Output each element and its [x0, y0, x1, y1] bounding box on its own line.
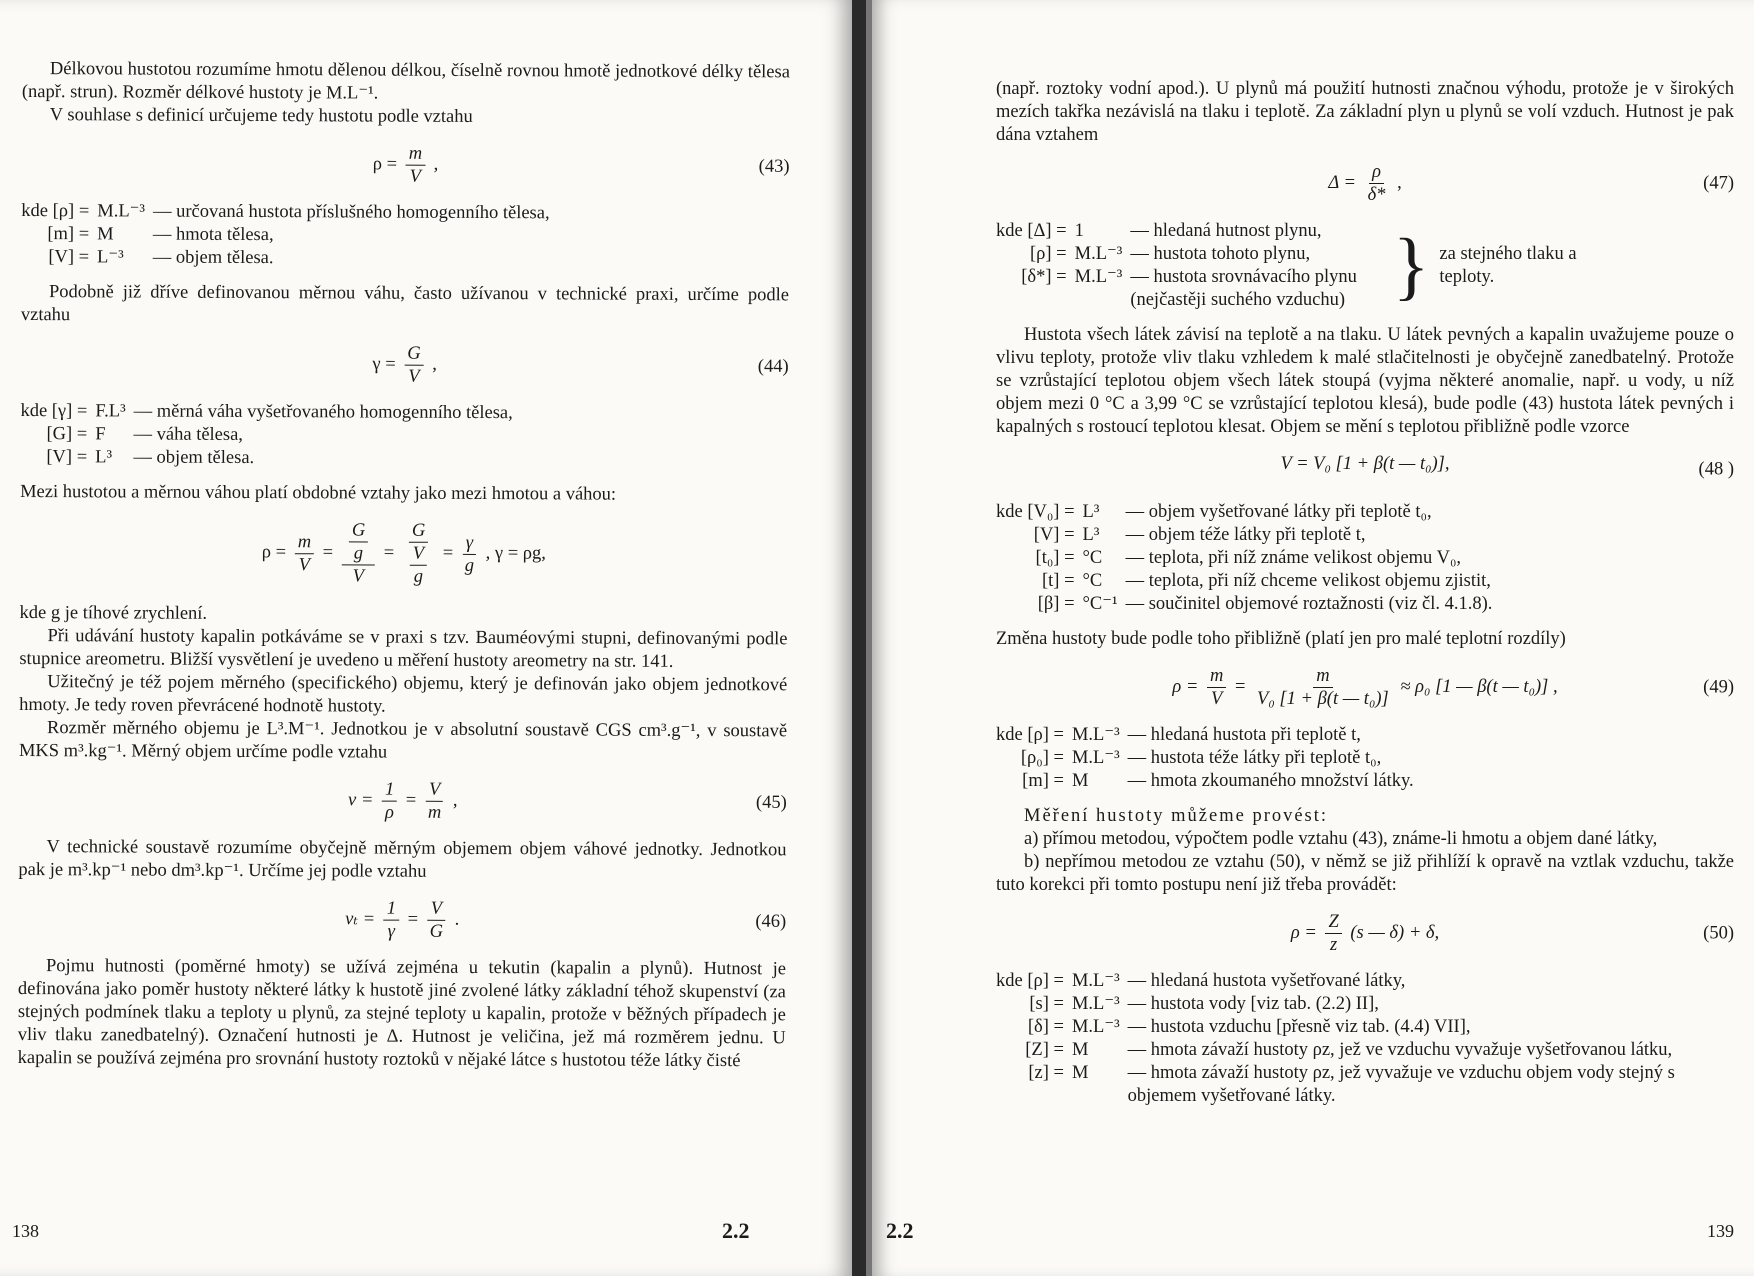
legend-dimension: °C	[1082, 548, 1103, 568]
legend-symbol: [z] =	[1028, 1063, 1064, 1083]
numerator: G	[409, 520, 428, 543]
legend-dimension: M.L⁻³	[1071, 994, 1120, 1014]
numerator: G	[404, 343, 423, 366]
equation-44	[21, 341, 789, 389]
legend-dimension: M.L⁻³	[1074, 244, 1123, 264]
numerator: γ	[463, 531, 476, 554]
denominator: V	[298, 554, 311, 575]
legend-description: — hledaná hutnost plynu,	[1130, 221, 1322, 241]
legend-dimension: M.L⁻³	[97, 201, 146, 222]
denominator: V	[352, 566, 365, 587]
legend-symbol: kde [ρ] =	[996, 971, 1064, 991]
legend-dimension: L³	[1082, 502, 1100, 522]
paragraph-linear-density: Délkovou hustotou rozumíme hmotu dělenou délkou, číselně rovnou hmotě jednotkové délky tělesa (např. strun). Rozměr délkové hustoty je M.L⁻¹.	[21, 59, 790, 104]
legend-symbol: kde [γ] =	[20, 400, 88, 422]
paragraph-density-change: Změna hustoty bude podle toho přibližně (platí jen pro malé teplotní rozdíly)	[996, 629, 1566, 649]
numerator: V	[428, 898, 445, 921]
legend-symbol: [ρ₀] =	[1020, 748, 1064, 768]
legend-description: (nejčastěji suchého vzduchu)	[1130, 290, 1346, 310]
fraction	[404, 343, 424, 388]
legend-description: — hustota téže látky při teplotě t₀,	[1127, 748, 1382, 768]
eq-sign: =	[405, 790, 417, 811]
right-text-column	[996, 78, 1734, 1120]
fraction	[406, 143, 426, 188]
equation-number: (47)	[1703, 173, 1734, 193]
eq-lhs: ρ =	[372, 154, 398, 175]
legend-description: — objem tělesa.	[152, 247, 274, 269]
equation-number: (45)	[755, 792, 787, 813]
denominator: ρ	[385, 802, 395, 823]
legend-43	[21, 200, 789, 272]
eq-lhs: vₜ =	[345, 909, 376, 930]
paragraph-indirect-method: b) nepřímou metodou ze vztahu (50), v němž se již přihlíží k opravě na vztlak vzduchu, takže tuto korekci při tomto postupu není již třeba provádět:	[996, 852, 1734, 895]
equation-47	[996, 161, 1734, 206]
equation-43	[21, 141, 789, 189]
legend-description: — měrná váha vyšetřovaného homogenního tělesa,	[133, 401, 513, 424]
numerator: m	[295, 531, 314, 554]
legend-description: — hmota zkoumaného množství látky.	[1127, 771, 1414, 791]
legend-description: — hmota závaží hustoty ρz, jež vyvažuje ve vzduchu objem vody stejný s objemem vyšetřované látky.	[1127, 1063, 1675, 1106]
eq-sign: =	[322, 542, 334, 563]
legend-description: — součinitel objemové roztažnosti (viz čl. 4.1.8).	[1125, 594, 1493, 614]
left-text-column	[18, 58, 790, 1073]
denominator: δ*	[1367, 185, 1386, 205]
eq-tail: , γ = ρg,	[485, 543, 546, 564]
legend-symbol: [m] =	[1022, 771, 1064, 791]
eq-sign: =	[1234, 676, 1246, 697]
equation-number: (48 )	[1698, 459, 1734, 480]
denominator: V	[409, 166, 422, 187]
paragraph-direct-method: a) přímou metodou, výpočtem podle vztahu (43), známe-li hmotu a objem dané látky,	[1024, 829, 1658, 849]
equation-49	[996, 665, 1734, 710]
legend-dimension: 1	[1074, 221, 1084, 241]
eq-tail: ≈ ρ₀ [1 — β(t — t₀)] ,	[1400, 676, 1558, 697]
paragraph-temperature-dependence: Hustota všech látek závisí na teplotě a na tlaku. U látek pevných a kapalin uvažujeme pouze o vlivu teploty, protože vliv tlaku vzhledem k malé stlačitelnosti je obyčejně zanedbatelný. Protože se vzrůstající teplotou objem všech látek stoupá (vyjma některé anomalie, např. u vody, u níž objem mezi 0 °C a 3,99 °C se vzrůstající teplotou klesá), bude podle (43) hustota látek pevných i kapalných s rostoucí teplotou klesat. Objem se mění s teplotou přibližně podle vzorce	[996, 325, 1734, 437]
legend-symbol: [Z] =	[1025, 1040, 1064, 1060]
legend-description: — objem tělesa.	[133, 447, 255, 469]
fraction	[384, 898, 399, 943]
page-number-right: 139	[1707, 1221, 1734, 1241]
numerator: m	[1313, 665, 1332, 688]
page-right	[872, 0, 1754, 1276]
legend-symbol	[996, 289, 1067, 312]
paragraph-relations: Mezi hustotou a měrnou váhou platí obdobné vztahy jako mezi hmotou a váhou:	[20, 481, 617, 505]
denominator: V₀ [1 + β(t — t₀)]	[1257, 689, 1389, 709]
legend-description: — hmota tělesa,	[152, 224, 274, 246]
legend-48	[996, 501, 1734, 616]
legend-dimension: F.L³	[95, 401, 126, 422]
legend-description: — teplota, při níž chceme velikost objemu zjistit,	[1125, 571, 1491, 591]
legend-44	[20, 400, 788, 472]
paragraph-specific-volume-dimension: Rozměr měrného objemu je L³.M⁻¹. Jednotkou je v absolutní soustavě CGS cm³.g⁻¹, v soustavě MKS m³.kg⁻¹. Měrný objem určíme podle vztahu	[18, 718, 788, 763]
fraction	[427, 898, 447, 943]
paragraph-technical-volume: V technické soustavě rozumíme obyčejně měrným objemem objem váhové jednotky. Jednotkou pak je m³.kp⁻¹ nebo dm³.kp⁻¹. Určíme jej podle vztahu	[18, 837, 787, 882]
legend-symbol: [V] =	[48, 247, 90, 268]
paragraph-specific-volume: Užitečný je též pojem měrného (specifického) objemu, který je definován jako objem jednotkové hmoty. Je tedy roven převrácené hodnotě hustoty.	[19, 672, 788, 717]
equation-number: (44)	[757, 356, 789, 377]
legend-symbol: [δ] =	[1027, 1017, 1064, 1037]
legend-description: — určovaná hustota příslušného homogenního tělesa,	[152, 201, 550, 224]
denominator: m	[427, 802, 442, 823]
numerator: 1	[384, 898, 399, 921]
eq-lhs: ρ =	[1172, 676, 1199, 697]
fraction	[425, 779, 445, 824]
legend-dimension: M	[1071, 1063, 1089, 1083]
denominator: V	[1211, 689, 1223, 709]
paragraph-gravity: kde g je tíhové zrychlení.	[19, 602, 208, 624]
numerator: V	[426, 779, 443, 802]
fraction-compound	[342, 519, 376, 587]
legend-49	[996, 724, 1734, 793]
denominator	[403, 543, 435, 588]
equation-46	[18, 896, 786, 944]
legend-description: — teplota, při níž známe velikost objemu V₀,	[1125, 548, 1462, 568]
legend-dimension: L³	[1082, 525, 1100, 545]
legend-description: — hustota srovnávacího plynu	[1130, 267, 1357, 287]
fraction	[295, 531, 315, 576]
legend-symbol: [δ*] =	[1021, 267, 1067, 287]
paragraph-gas-relative-density: (např. roztoky vodní apod.). U plynů má použití hutnosti značnou výhodu, protože je v širokých mezích takřka nezávislá na tlaku i teplotě. Za základní plyn u plynů se volí vzduch. Hutnost je pak dána vztahem	[996, 79, 1734, 145]
legend-description: — objem vyšetřované látky při teplotě t₀,	[1125, 502, 1432, 522]
denominator: z	[1330, 935, 1338, 955]
numerator: Z	[1325, 911, 1341, 934]
equation-relations	[20, 518, 788, 591]
legend-symbol: kde [ρ] =	[996, 725, 1064, 745]
legend-symbol: [t] =	[1042, 571, 1075, 591]
brace-note: za stejného tlaku a teploty.	[1439, 244, 1577, 287]
equation-50	[996, 911, 1734, 956]
legend-dimension: °C	[1082, 571, 1103, 591]
numerator	[342, 519, 376, 565]
equation-number: (43)	[758, 156, 790, 177]
numerator: V	[410, 543, 427, 566]
eq-lhs: Δ =	[1328, 172, 1356, 193]
eq-tail: (s — δ) + δ,	[1350, 922, 1440, 943]
legend-dimension: F	[95, 424, 106, 445]
numerator: m	[406, 143, 425, 166]
paragraph-relative-density: Pojmu hutnosti (poměrné hmoty) se užívá zejména u tekutin (kapalin a plynů). Hutnost je definována jako poměr hustoty některé látky k hustotě jiné zvolené látky základní téhož skupenství (za stejných podmínek tlaku a teploty u plynů, za stejné teploty u kapalin, protože v běžných případech je vliv tlaku zanedbatelný). Označení hutnosti je Δ. Hutnost je veličina, jež má rozměrem jednu. U kapalin se používá zejména pro srovnání hustoty roztoků v nějaké látce s hustotou téže látky čisté	[17, 956, 787, 1072]
legend-description: — hledaná hustota vyšetřované látky,	[1127, 971, 1406, 991]
legend-dimension	[1075, 289, 1123, 312]
eq-sign: =	[442, 543, 454, 564]
legend-symbol: [β] =	[1037, 594, 1075, 614]
legend-description: — váha tělesa,	[133, 424, 244, 445]
legend-symbol: [s] =	[1029, 994, 1064, 1014]
inner-fraction	[410, 543, 428, 588]
fraction	[382, 779, 397, 824]
eq-sign: =	[407, 909, 419, 930]
legend-47-group	[996, 220, 1734, 312]
equation-number: (49)	[1703, 677, 1734, 697]
legend-symbol: [m] =	[47, 224, 90, 245]
eq-tail: ,	[432, 354, 437, 375]
legend-symbol: [V] =	[46, 447, 88, 468]
denominator: V	[408, 366, 420, 387]
legend-dimension: M.L⁻³	[1071, 1017, 1120, 1037]
legend-47	[996, 220, 1357, 312]
legend-description: — hustota tohoto plynu,	[1130, 244, 1311, 264]
legend-dimension: M.L⁻³	[1074, 267, 1123, 287]
legend-dimension: M	[1071, 771, 1089, 791]
paragraph-baume: Při udávání hustoty kapalin potkáváme se v praxi s tzv. Bauméovými stupni, definovanými podle stupnice areometru. Bližší vysvětlení je uvedeno u měření hustoty areometry na str. 141.	[19, 626, 788, 672]
legend-dimension: M.L⁻³	[1071, 748, 1120, 768]
fraction	[462, 531, 477, 576]
inner-fraction	[349, 519, 369, 564]
legend-description: — hmota závaží hustoty ρz, jež ve vzduchu vyvažuje vyšetřovanou látku,	[1127, 1040, 1673, 1060]
legend-dimension: M.L⁻³	[1071, 725, 1120, 745]
section-label-left: 2.2	[722, 1218, 750, 1243]
denominator: γ	[387, 921, 395, 942]
eq-lhs: v =	[347, 790, 374, 811]
paragraph-measurement-methods: Měření hustoty můžeme provést:	[1024, 806, 1329, 826]
page-left	[0, 0, 852, 1276]
eq-expression: V = V₀ [1 + β(t — t₀)],	[1280, 454, 1450, 474]
page-number-left: 138	[12, 1221, 39, 1241]
equation-number: (46)	[755, 911, 787, 932]
eq-lhs: ρ =	[1290, 922, 1317, 943]
legend-symbol: [G] =	[46, 424, 88, 445]
curly-brace: }	[1392, 224, 1430, 308]
numerator: m	[1207, 665, 1226, 688]
legend-dimension: L⁻³	[97, 247, 124, 268]
equation-number: (50)	[1703, 923, 1734, 943]
eq-tail: ,	[452, 790, 458, 811]
legend-symbol: [V] =	[1033, 525, 1075, 545]
equation-48	[996, 453, 1734, 487]
legend-description: — objem téže látky při teplotě t,	[1125, 525, 1366, 545]
legend-symbol: kde [V₀] =	[996, 502, 1075, 522]
fraction	[1207, 665, 1226, 710]
fraction	[1325, 911, 1341, 956]
eq-tail: ,	[1397, 172, 1402, 193]
legend-dimension: M	[97, 224, 114, 245]
equation-45	[19, 777, 787, 825]
eq-lhs: ρ =	[261, 542, 287, 563]
denominator: g	[413, 566, 424, 587]
legend-dimension: M.L⁻³	[1071, 971, 1120, 991]
eq-lhs: γ =	[372, 354, 396, 375]
fraction	[1254, 665, 1392, 710]
legend-dimension: M	[1071, 1040, 1089, 1060]
legend-50	[996, 970, 1734, 1108]
fraction	[1365, 161, 1389, 206]
fraction-compound	[403, 520, 435, 588]
denominator: G	[429, 921, 444, 942]
eq-tail: ,	[433, 154, 439, 175]
legend-symbol: [t₀] =	[1035, 548, 1075, 568]
denominator: g	[353, 543, 364, 564]
legend-symbol: kde [ρ] =	[21, 200, 90, 222]
legend-dimension: °C⁻¹	[1082, 594, 1118, 614]
numerator: 1	[382, 779, 397, 802]
legend-symbol: [ρ] =	[1030, 244, 1067, 264]
denominator: g	[464, 555, 475, 576]
numerator: ρ	[1369, 161, 1384, 184]
numerator: G	[349, 519, 368, 542]
eq-tail: .	[454, 909, 460, 930]
legend-description: — hustota vzduchu [přesně viz tab. (4.4) VII],	[1127, 1017, 1471, 1037]
legend-description: — hledaná hustota při teplotě t,	[1127, 725, 1361, 745]
eq-sign: =	[383, 542, 395, 563]
legend-dimension: L³	[95, 447, 113, 468]
section-label-right: 2.2	[886, 1218, 914, 1243]
paragraph-density-intro: V souhlase s definicí určujeme tedy hustotu podle vztahu	[49, 105, 473, 127]
paragraph-specific-weight: Podobně již dříve definovanou měrnou váhu, často užívanou v technické praxi, určíme podle vztahu	[20, 282, 790, 326]
legend-description: — hustota vody [viz tab. (2.2) II],	[1127, 994, 1379, 1014]
legend-symbol: kde [Δ] =	[996, 221, 1067, 241]
